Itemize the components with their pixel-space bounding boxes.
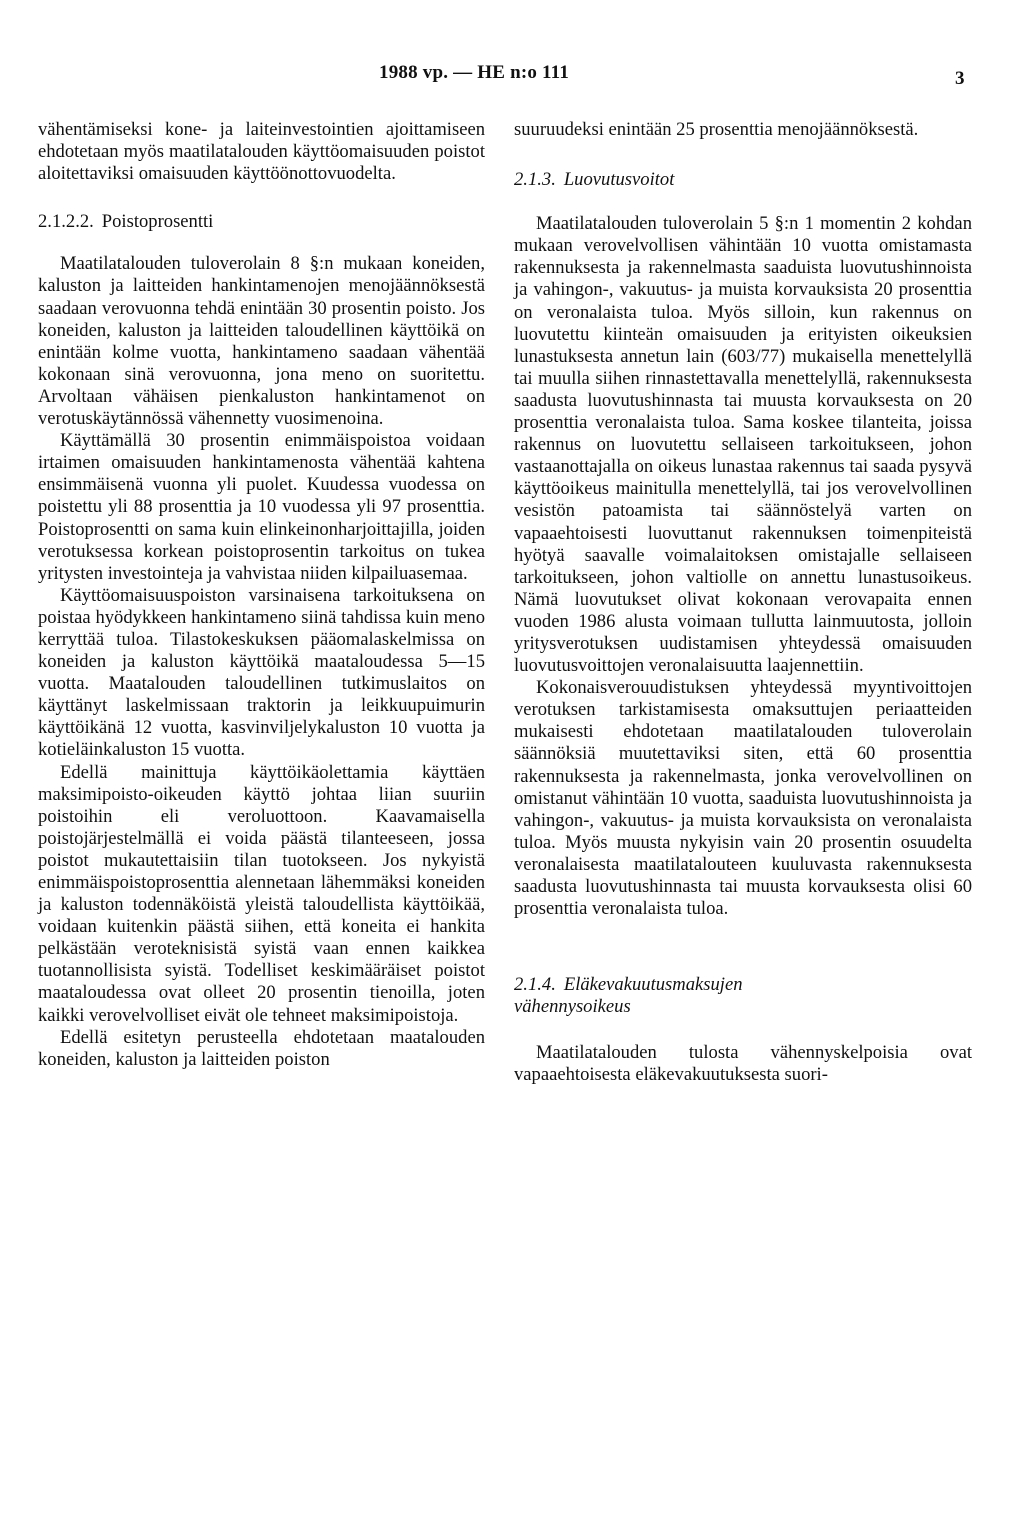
subsection-number: 2.1.3.	[514, 169, 556, 191]
body-paragraph: Kokonaisverouudistuksen yhteydessä myyntivoittojen verotuksen tarkistamisesta omaksuttujen periaatteiden mukaisesti ehdotetaan maatilatalouden tuloverolain säännöksiä muutettaviksi siten, että 60 prosenttia rakennuksesta ja rakennelmasta, jonka verovelvollinen on omistanut vähintään 10 vuotta, saaduista luovutushinnoista ja vahingon-, vakuutus- ja muista korvauksista on veronalaista tuloa. Myös muusta nykyisin vain 20 prosentin osuudelta veronalaisesta maatilatalouteen kuuluvasta rakennuksesta saadusta luovutushinnasta tai muusta korvauksesta olisi 60 prosenttia veronalaista tuloa.	[514, 677, 972, 920]
body-paragraph: Käyttöomaisuuspoiston varsinaisena tarkoituksena on poistaa hyödykkeen hankintameno siinä tahdissa kuin meno kerryttää tuloa. Tilastokeskuksen pääomalaskelmissa on koneiden ja kaluston käyttöikä maataloudessa 5—15 vuotta. Maatalouden taloudellinen tutkimuslaitos on käyttänyt laskelmissaan traktorin ja leikkuupuimurin käyttöikänä 12 vuotta, kasvinviljelykaluston 10 vuotta ja kotieläinkaluston 15 vuotta.	[38, 584, 485, 761]
subsection-title: Eläkevakuutusmaksujen vähennysoikeus	[514, 974, 743, 1018]
body-paragraph: Maatilatalouden tulosta vähennyskelpoisia ovat vapaaehtoisesta eläkevakuutuksesta suori-	[514, 1042, 972, 1086]
body-paragraph: Maatilatalouden tuloverolain 5 §:n 1 momentin 2 kohdan mukaan verovelvollisen vähintään 10 vuotta omistamasta rakennuksesta ja rakennelmasta saaduista luovutushinnoista ja vahingon-, vakuutus- ja muista korvauksista 20 prosenttia on veronalaista tuloa. Myös silloin, kun rakennus on luovutettu kiinteän omaisuuden ja erityisten oikeuksien lunastuksesta annetun lain (603/77) mukaisella menettelyllä tai muulla siihen rinnastettavalla menettelyllä, rakennuksesta saadusta luovutushinnasta tai muusta korvauksesta on 20 prosenttia veronalaista tuloa. Sama koskee tilanteita, joissa rakennus on luovutettu sellaiseen tarkoitukseen, johon vastaanottajalla on oikeus lunastaa rakennus tai saada pysyvä käyttöoikeus mainitulla menettelyllä, tai jos verovelvollinen vesistön patoamista tai säännöstelyä varten on vapaaehtoisesti luovuttanut rakennuksen toimenpiteistä hyötyä saavalle voimalaitoksen omistajalle sellaiseen tarkoitukseen, johon valtiolle on annettu lunastusoikeus. Nämä luovutukset olivat kokonaan verovapaita ennen vuoden 1986 alusta voimaan tullutta lainmuutosta, jolloin yritysverotuksen uudistamisen yhteydessä omaisuuden luovutusvoittojen veronalaisuutta laajennettiin.	[514, 213, 972, 677]
subsection-title: Luovutusvoitot	[563, 169, 675, 191]
subsection-number: 2.1.4.	[514, 974, 556, 996]
left-column	[38, 119, 485, 1071]
body-paragraph: Edellä mainittuja käyttöikäolettamia käyttäen maksimipoisto-oikeuden käyttö johtaa liian suuriin poistoihin eli veroluottoon. Kaavamaisella poistojärjestelmällä ei voida päästä tilanteeseen, jossa poistot mukautettaisiin tilan tuotokseen. Jos nykyistä enimmäispoistoprosenttia alennetaan lähemmäksi koneiden ja kaluston todennäköistä yleistä taloudellista käyttöikää, voidaan kuitenkin päästä siihen, että koneita ei hankita pelkästään veroteknisistä syistä vaan ennen kaikkea tuotannollisista syistä. Todelliset keskimääräiset poistot maataloudessa ovat olleet 20 prosentin tienoilla, joten kaikki verovelvolliset eivät ole tehneet maksimipoistoja.	[38, 761, 485, 1026]
section-title: Poistoprosentti	[101, 211, 214, 233]
body-paragraph: Maatilatalouden tuloverolain 8 §:n mukaan koneiden, kaluston ja laitteiden hankintamenojen menojäännöksestä saadaan verovuonna tehdä enintään 30 prosentin poisto. Jos koneiden, kaluston ja laitteiden taloudellinen käyttöikä on enintään kolme vuotta, hankintameno saadaan vähentää kokonaan sinä verovuonna, jona meno on suoritettu. Arvoltaan vähäisen pienkaluston hankintamenot on verotuskäytännössä vähennetty vuosimenoina.	[38, 253, 485, 430]
left-intro-paragraph: vähentämiseksi kone- ja laiteinvestointien ajoittamiseen ehdotetaan myös maatilatalouden käyttöomaisuuden poistot aloitettaviksi omaisuuden käyttöönottovuodelta.	[38, 119, 485, 185]
subsection-heading-luovutusvoitot	[514, 169, 972, 191]
page-number: 3	[955, 68, 965, 89]
section-heading-poistoprosentti	[38, 211, 485, 233]
right-column	[514, 119, 972, 1087]
section-number: 2.1.2.2.	[38, 211, 94, 233]
right-intro-paragraph: suuruudeksi enintään 25 prosenttia menojäännöksestä.	[514, 119, 919, 140]
running-head: 1988 vp. — HE n:o 111	[379, 62, 570, 83]
subsection-heading-elakevakuutusmaksut	[514, 974, 972, 1018]
body-paragraph: Edellä esitetyn perusteella ehdotetaan maatalouden koneiden, kaluston ja laitteiden poiston	[38, 1026, 485, 1070]
body-paragraph: Käyttämällä 30 prosentin enimmäispoistoa voidaan irtaimen omaisuuden hankintamenosta vähentää kahtena ensimmäisenä vuonna yli puolet. Kuudessa vuodessa on poistettu yli 88 prosenttia ja 10 vuodessa yli 97 prosenttia. Poistoprosentti on sama kuin elinkeinonharjoittajilla, joiden verotuksessa korkean poistoprosentin tarkoitus on tukea yritysten investointeja ja vahvistaa niiden kilpailuasemaa.	[38, 430, 485, 584]
page-header	[0, 62, 1024, 92]
